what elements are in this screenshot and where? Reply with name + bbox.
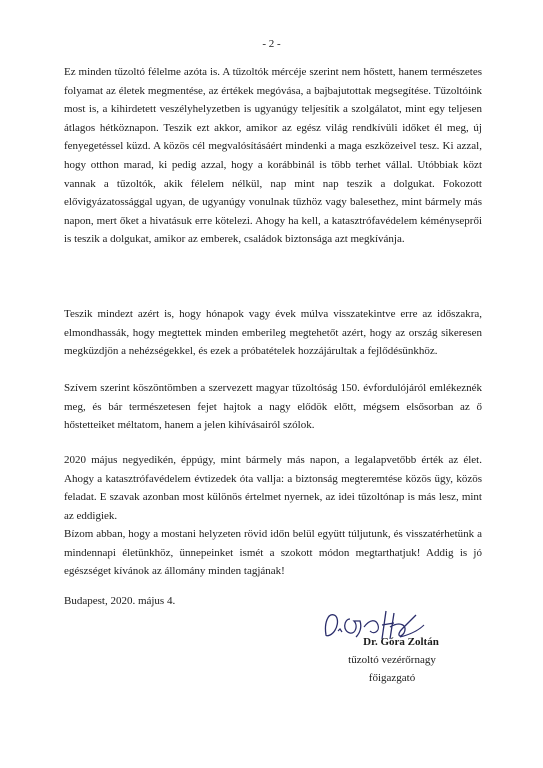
paragraph-4-block <box>64 451 482 525</box>
paragraph-2: Teszik mindezt azért is, hogy hónapok vagy évek múlva visszatekintve erre az időszakra, elmondhassák, hogy megtettek minden emberileg megtehetőt azért, hogy az ország sikeresen megküzdjön a nehézségekkel, és ezek a próbatételek hozzájárultak a fejlődésünkhöz. <box>64 308 482 358</box>
signature-block <box>322 633 462 687</box>
paragraph-1: Ez minden tűzoltó félelme azóta is. A tűzoltók mércéje szerint nem hőstett, hanem természetes folyamat az életek megmentése, az értékek megóvása, a bajbajutottak megsegítése. Tűzoltóink most is, a kihirdetett veszélyhelyzetben is ugyanúgy teljesítik a szolgálatot, mint egy teljesen átlagos hétköznapon. Teszik ezt akkor, amikor az egész világ rendkívüli időket él meg, új fenyegetéssel küzd. A közös cél megvalósításáért mindenki a maga eszközeivel tesz. Ki azzal, hogy otthon marad, ki pedig azzal, hogy a korábbinál is több terhet vállal. Utóbbiak közt vannak a tűzoltók, akik félelem nélkül, nap mint nap teszik a dolgukat. Fokozott elővigyázatossággal ugyan, de ugyanúgy vonulnak tűzhöz vagy balesethez, mint bármely más napon, mert őket a hivatásuk erre kötelezi. Ahogy ha kell, a katasztrófavédelem kéményseprői is teszik a dolgukat, amikor az emberek, családok biztonsága azt megkívánja. <box>64 66 482 246</box>
paragraph-4: 2020 május negyedikén, éppúgy, mint bármely más napon, a legalapvetőbb érték az élet. Ahogy a katasztrófavédelem évtizedek óta vallja: a biztonság megteremtése közös ügy, közös feladat. E szavak azonban most különös értelmet nyernek, az idei tűzoltónap is más lesz, mint az eddigiek. <box>64 454 482 522</box>
paragraph-1-block <box>64 63 482 249</box>
signer-position: főigazgató <box>368 672 416 684</box>
paragraph-3: Szívem szerint köszöntömben a szervezett magyar tűzoltóság 150. évfordulójáról emlékeznék meg, és bár természetesen fejet hajtok a nagy elődök előtt, mégsem elsősorban az ő hőstetteiket méltatom, hanem a jelen kihívásairól szólok. <box>64 382 482 432</box>
paragraph-5: Bízom abban, hogy a mostani helyzeten rövid időn belül együtt túljutunk, és visszatérhetünk a mindennapi életünkhöz, ünnepeinket ismét a szokott módon megtarthatjuk! Addig is jó egészséget kívánok az állomány minden tagjának! <box>64 528 482 578</box>
signer-name: Dr. Góra Zoltán <box>363 636 439 648</box>
page-number: - 2 - <box>262 38 281 50</box>
paragraph-2-block <box>64 305 482 361</box>
paragraph-3-block <box>64 379 482 435</box>
paragraph-5-block <box>64 525 482 581</box>
signer-rank: tűzoltó vezérőrnagy <box>348 654 436 666</box>
dateline: Budapest, 2020. május 4. <box>64 595 176 607</box>
